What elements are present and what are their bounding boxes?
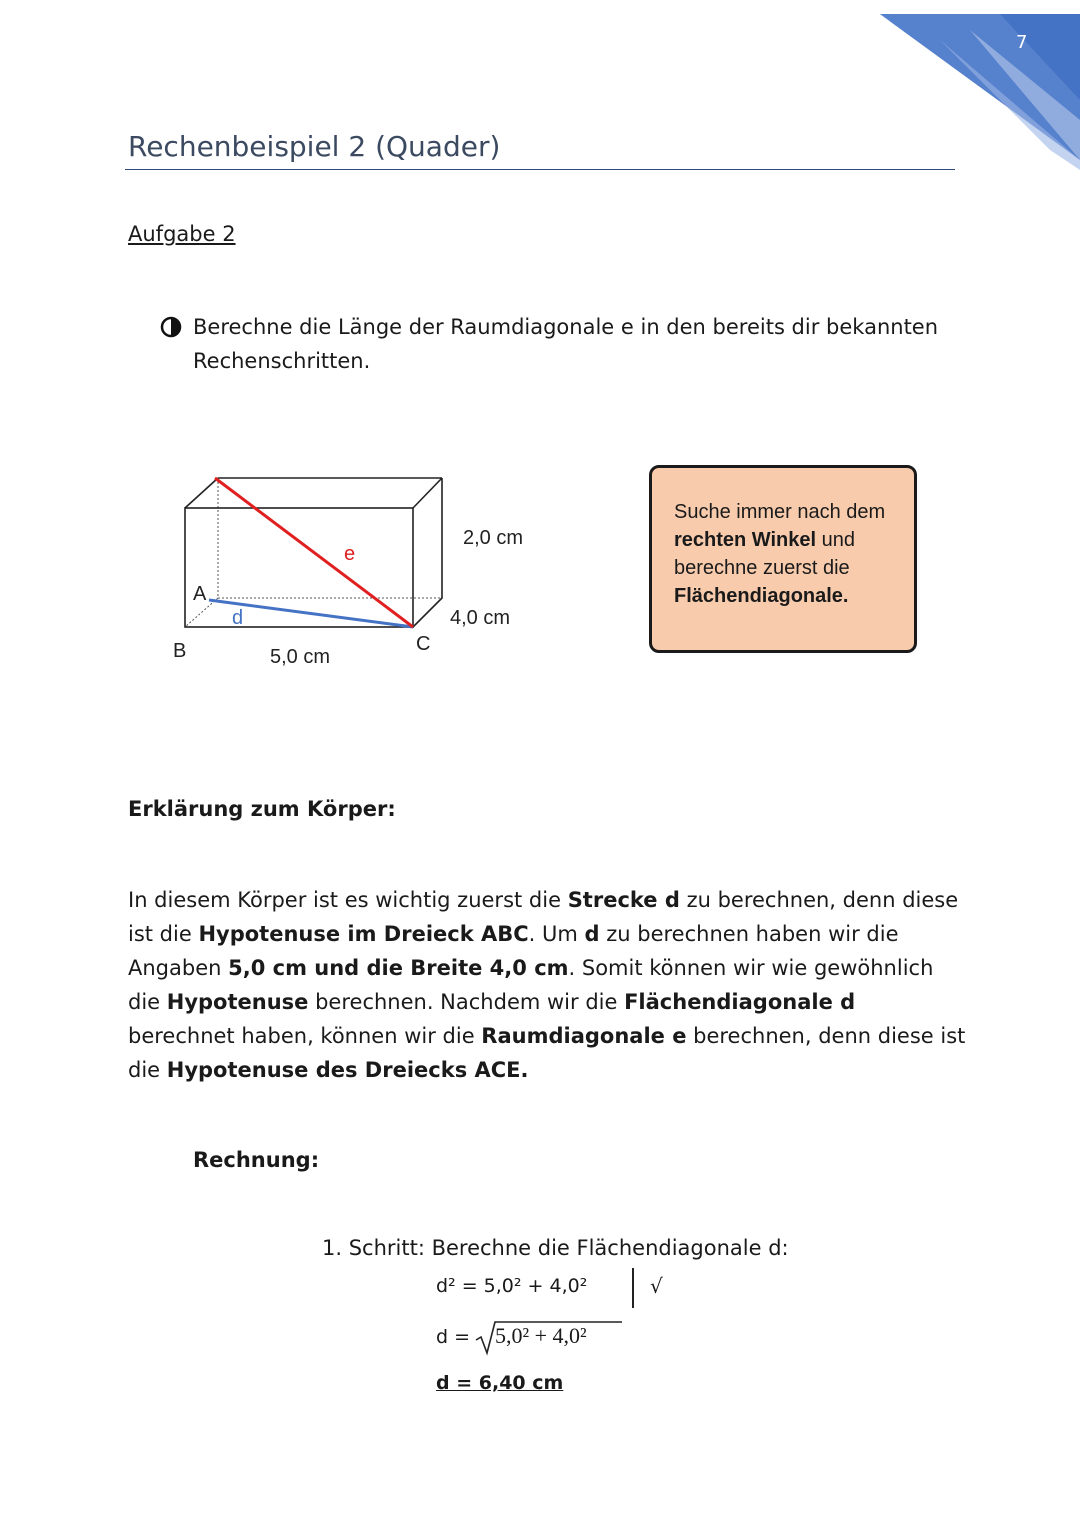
label-height: 2,0 cm	[463, 527, 524, 549]
label-width: 4,0 cm	[450, 607, 511, 629]
label-B: B	[173, 640, 187, 662]
cuboid-figure	[165, 470, 555, 670]
task-heading: Aufgabe 2	[128, 222, 236, 246]
equation-root-lhs: d =	[436, 1326, 471, 1348]
page-title: Rechenbeispiel 2 (Quader)	[128, 130, 501, 163]
label-length: 5,0 cm	[270, 646, 331, 668]
instruction-text: Berechne die Länge der Raumdiagonale e in den bereits dir bekannten Rechenschritten.	[193, 315, 939, 373]
title-divider	[125, 169, 955, 170]
operation-bar	[632, 1268, 634, 1308]
corner-decoration	[850, 0, 1080, 170]
page-number: 7	[1016, 32, 1028, 53]
calculation-heading: Rechnung:	[193, 1148, 320, 1172]
hint-box: Suche immer nach dem rechten Winkel und berechne zuerst die Flächendiagonale.	[649, 465, 917, 653]
equation-radicand: 5,0² + 4,0²	[495, 1323, 587, 1348]
sqrt-operation: √	[650, 1274, 663, 1298]
label-e: e	[344, 543, 356, 565]
label-A: A	[193, 583, 207, 605]
step-1: 1. Schritt: Berechne die Flächendiagonale d:	[322, 1236, 789, 1260]
explanation-heading: Erklärung zum Körper:	[128, 797, 396, 821]
label-d: d	[232, 607, 244, 629]
result: d = 6,40 cm	[436, 1372, 564, 1394]
equation-squared: d² = 5,0² + 4,0²	[436, 1275, 588, 1297]
label-C: C	[416, 633, 431, 655]
half-circle-icon	[160, 316, 182, 338]
explanation-text: In diesem Körper ist es wichtig zuerst die Strecke d zu berechnen, denn diese ist die Hypotenuse im Dreieck ABC. Um d zu berechnen haben wir die Angaben 5,0 cm und die Breite 4,0 cm. Somit können wir wie gewöhnlich die Hypotenuse berechnen. Nachdem wir die Flächendiagonale d berechnet haben, können wir die Raumdiagonale e berechnen, denn diese ist die Hypotenuse des Dreiecks ACE.	[128, 888, 966, 1082]
